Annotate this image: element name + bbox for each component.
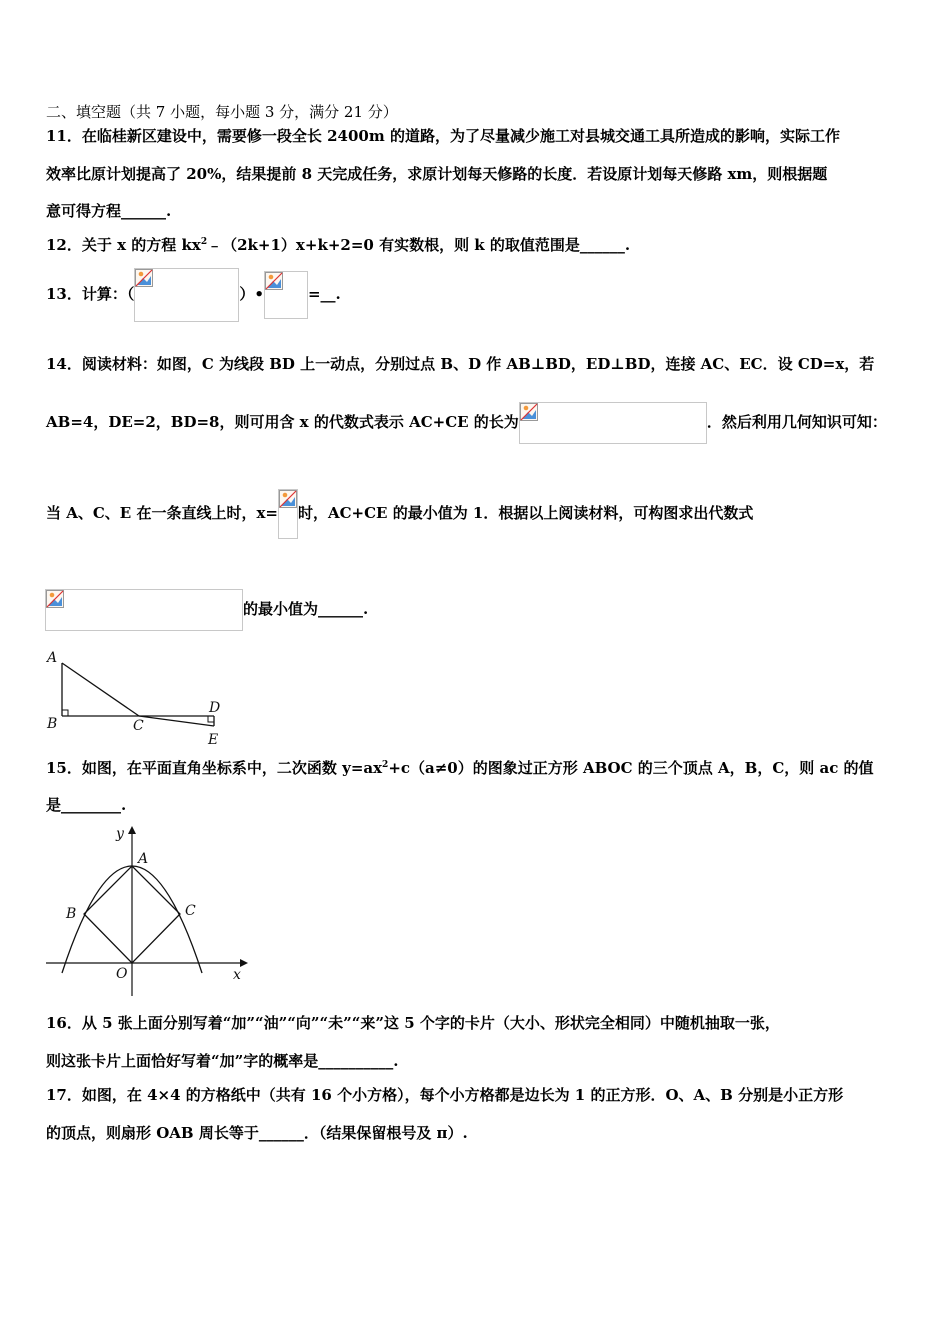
q13-line [46,267,341,321]
label-b: B [47,716,58,732]
q11-line1: 11．在临桂新区建设中，需要修一段全长 2400m 的道路，为了尽量减少施工对县城交通工具所造成的影响，实际工作 [46,127,840,145]
q14-expression-image-1 [519,402,707,444]
label-a: A [47,650,58,666]
label-x: x [233,967,241,983]
label-c: C [133,718,144,734]
q14-line3 [46,488,753,538]
q11-line2: 效率比原计划提高了 20%，结果提前 8 天完成任务，求原计划每天修路的长度．若设原计划每天修路 xm，则根据题 [46,165,828,183]
right-angle-b [62,710,68,716]
q14-line3-pre: 当 A、C、E 在一条直线上时，x= [46,504,278,522]
q14-line2-pre: AB=4，DE=2，BD=8，则可用含 x 的代数式表示 AC+CE 的长为 [46,413,519,431]
q13-formula-image-1 [134,268,239,322]
q17-line1: 17．如图，在 4×4 的方格纸中（共有 16 个小方格），每个小方格都是边长为 1 的正方形．O、A、B 分别是小正方形 [46,1086,844,1104]
label-y: y [116,826,124,842]
q12-pre: 12．关于 x 的方程 kx [46,236,201,254]
segment-ce [139,716,214,726]
broken-image-icon [135,269,153,287]
q14-geometry-figure [44,648,224,746]
section-header: 二、填空题（共 7 小题，每小题 3 分，满分 21 分） [46,103,398,121]
q15-post: +c（a≠0）的图象过正方形 ABOC 的三个顶点 A，B，C，则 ac 的值 [388,759,874,777]
q11-line3: 意可得方程______. [46,202,172,220]
q12-sup: 2 [200,237,208,247]
q14-line4 [45,588,368,630]
label-b: B [66,906,77,922]
q13-pre: 13．计算：（ [46,285,135,303]
q14-line3-post: 时，AC+CE 的最小值为 1．根据以上阅读材料，可构图求出代数式 [297,504,754,522]
q14-line1: 14．阅读材料：如图，C 为线段 BD 上一动点，分别过点 B、D 作 AB⊥BD，ED⊥BD，连接 AC、EC．设 CD=x，若 [46,355,875,373]
label-o: O [116,966,128,982]
y-axis-arrow [128,826,136,834]
q12-post: ﹣（2k+1）x+k+2=0 有实数根，则 k 的取值范围是______. [207,236,631,254]
q14-line2 [46,401,887,443]
q15-parabola-figure [44,822,250,998]
q15-line1 [46,758,874,778]
q14-expression-image-2 [45,589,243,631]
label-a: A [138,851,149,867]
q13-post: =__. [307,285,341,303]
q14-value-image [278,489,298,539]
label-d: D [209,700,221,716]
q14-line2-post: ．然后利用几何知识可知： [706,413,887,431]
q12-line [46,235,630,255]
q15-line2: 是________. [46,796,127,814]
q14-line4-post: 的最小值为______. [243,600,369,618]
broken-image-icon [46,590,64,608]
q15-pre: 15．如图，在平面直角坐标系中，二次函数 y=ax [46,759,383,777]
broken-image-icon [279,490,297,508]
label-e: E [208,732,219,746]
broken-image-icon [265,272,283,290]
q16-line2: 则这张卡片上面恰好写着“加”字的概率是__________. [46,1052,399,1070]
label-c: C [185,903,196,919]
q13-formula-image-2 [264,271,308,319]
broken-image-icon [520,403,538,421]
q15-sup: 2 [382,760,389,770]
q17-line2: 的顶点，则扇形 OAB 周长等于______．（结果保留根号及 π）. [46,1124,468,1142]
q13-mid: ）• [239,285,264,303]
q16-line1: 16．从 5 张上面分别写着“加”“油”“向”“未”“来”这 5 个字的卡片（大小、形状完全相同）中随机抽取一张， [46,1014,780,1032]
segment-ac [62,663,139,716]
right-angle-d [208,716,214,722]
x-axis-arrow [240,959,248,967]
